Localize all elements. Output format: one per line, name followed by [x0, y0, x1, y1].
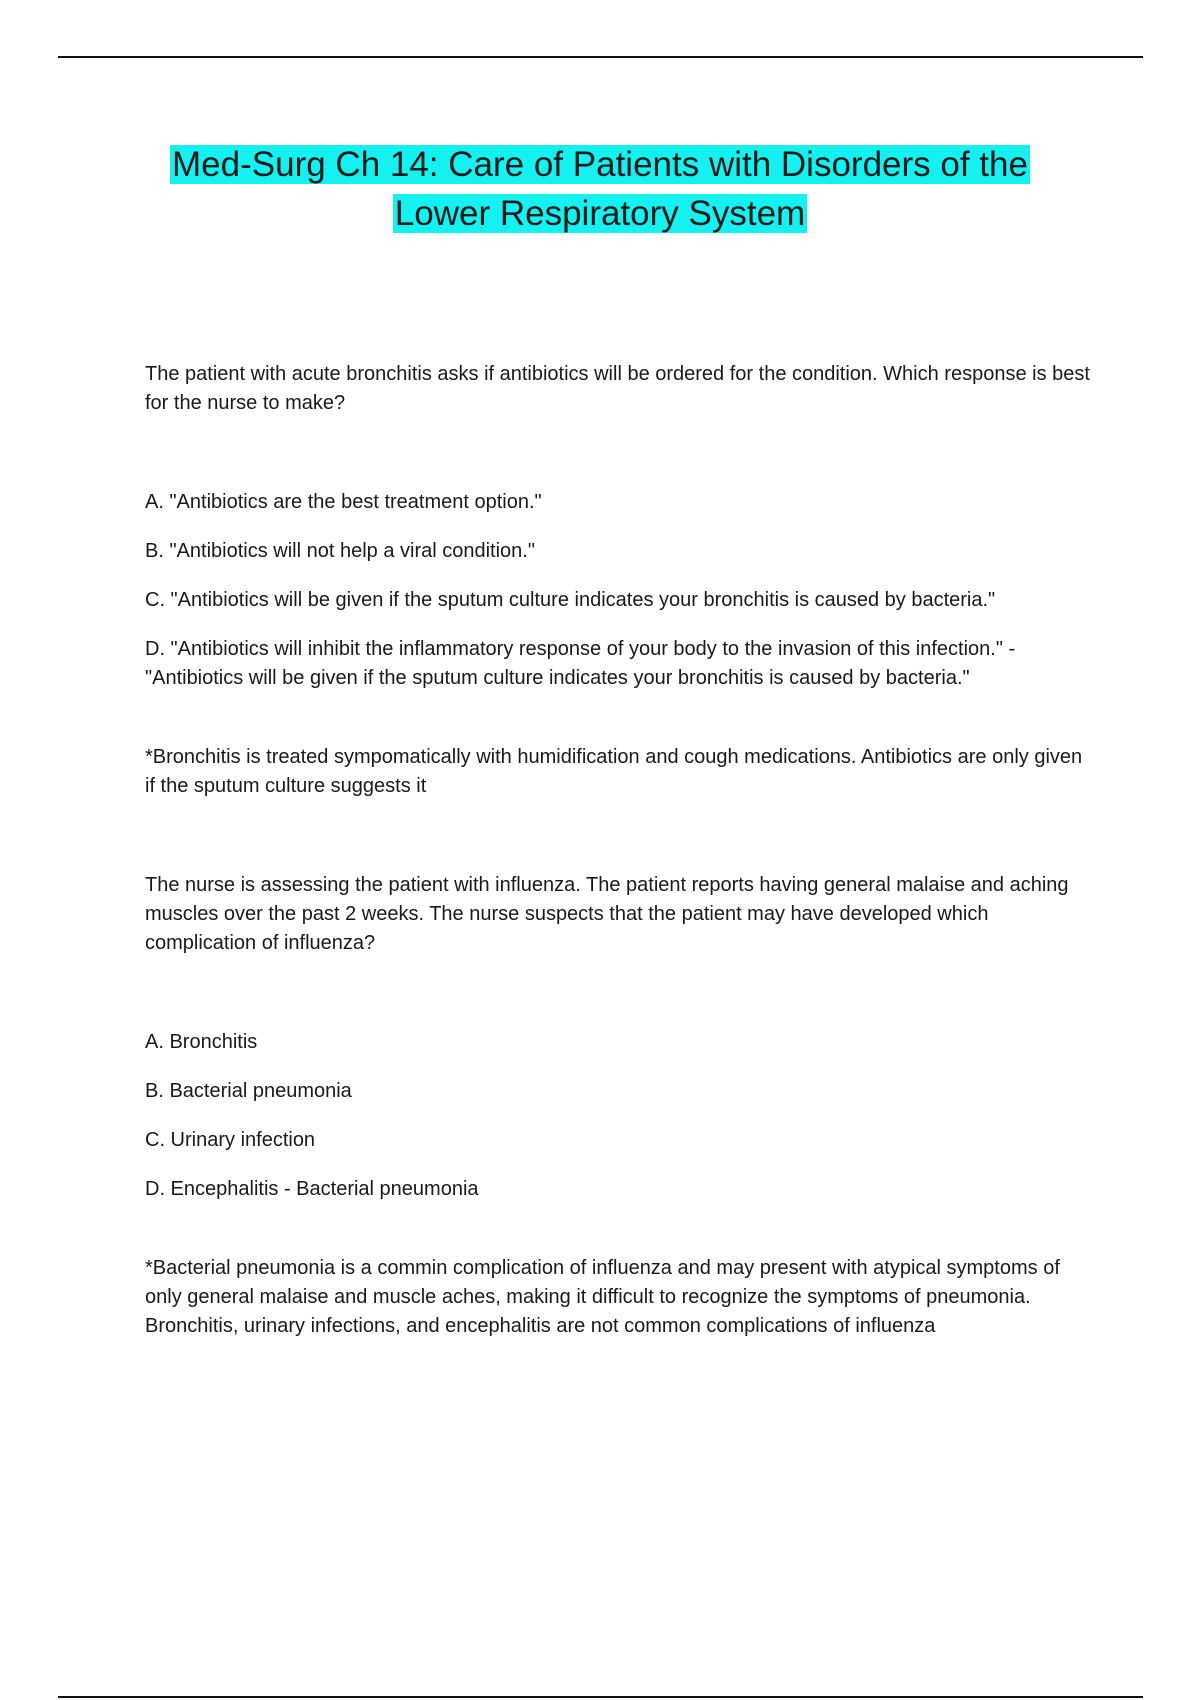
- question-text: The patient with acute bronchitis asks if antibiotics will be ordered for the condition. Which response is best for the nurse to make?: [145, 363, 1090, 414]
- answer-option: C. "Antibiotics will be given if the sputum culture indicates your bronchitis is caused by bacteria.": [145, 589, 996, 611]
- answer-option: B. Bacterial pneumonia: [145, 1080, 352, 1102]
- answer-option: C. Urinary infection: [145, 1129, 316, 1151]
- title-line-2: Lower Respiratory System: [394, 194, 806, 233]
- question-block-1: [145, 360, 1095, 1411]
- page-title: [100, 140, 1100, 238]
- answer-option: D. "Antibiotics will inhibit the inflammatory response of your body to the invasion of this infection." - "Antibiotics will be given if the sputum culture indicates your bronchitis is caused by bacteria.": [145, 638, 1016, 689]
- answer-option: A. "Antibiotics are the best treatment option.": [145, 491, 542, 513]
- answer-option: A. Bronchitis: [145, 1031, 258, 1053]
- rationale-text: *Bacterial pneumonia is a commin complication of influenza and may present with atypical symptoms of only general malaise and muscle aches, making it difficult to recognize the symptoms of pneumonia. Bronchitis, urinary infections, and encephalitis are not common complications of influenza: [145, 1257, 1060, 1337]
- answer-option: B. "Antibiotics will not help a viral condition.": [145, 540, 535, 562]
- question-text: The nurse is assessing the patient with influenza. The patient reports having general malaise and aching muscles over the past 2 weeks. The nurse suspects that the patient may have developed which complication of influenza?: [145, 874, 1069, 954]
- rationale-text: *Bronchitis is treated sympomatically with humidification and cough medications. Antibiotics are only given if the sputum culture suggests it: [145, 746, 1083, 797]
- header-rule: [58, 56, 1143, 58]
- footer-rule: [58, 1696, 1143, 1698]
- answer-option: D. Encephalitis - Bacterial pneumonia: [145, 1178, 479, 1200]
- title-line-1: Med-Surg Ch 14: Care of Patients with Disorders of the: [172, 145, 1028, 184]
